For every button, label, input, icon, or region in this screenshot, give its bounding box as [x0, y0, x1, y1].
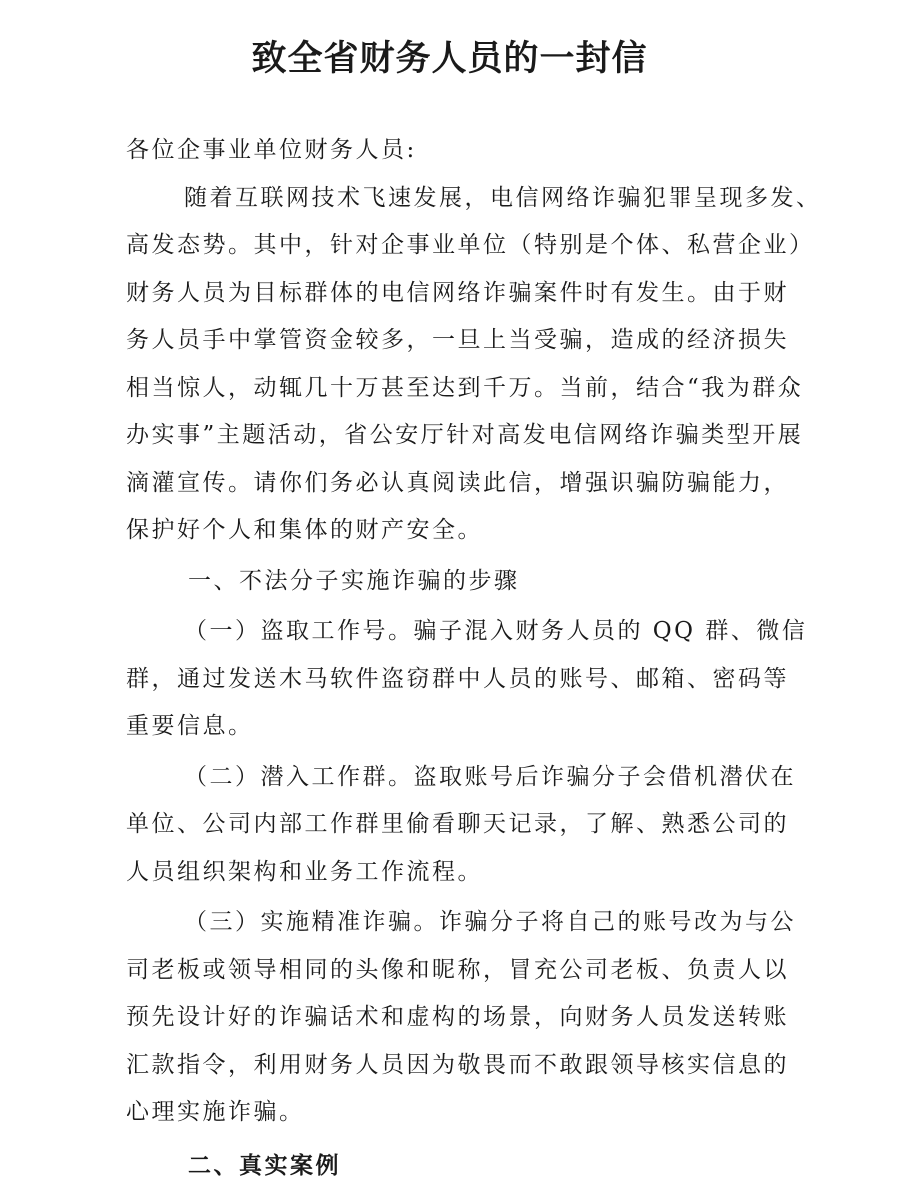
paragraph-line: 汇款指令，利用财务人员因为敬畏而不敢跟领导核实信息的 [126, 1042, 802, 1090]
section-heading: 二、真实案例 [126, 1143, 802, 1190]
section-heading: 一、不法分子实施诈骗的步骤 [126, 558, 802, 606]
paragraph-line: 财务人员为目标群体的电信网络诈骗案件时有发生。由于财 [126, 270, 802, 318]
paragraph-line: 保护好个人和集体的财产安全。 [126, 507, 802, 555]
paragraph-line: 办实事”主题活动，省公安厅针对高发电信网络诈骗类型开展 [126, 412, 802, 460]
paragraph-line: 高发态势。其中，针对企事业单位（特别是个体、私营企业） [126, 222, 802, 270]
paragraph-line: 相当惊人，动辄几十万甚至达到千万。当前，结合“我为群众 [126, 365, 802, 413]
paragraph-line: 司老板或领导相同的头像和昵称，冒充公司老板、负责人以 [126, 947, 802, 995]
paragraph-line: 重要信息。 [126, 703, 802, 751]
paragraph-line: 滴灌宣传。请你们务必认真阅读此信，增强识骗防骗能力， [126, 460, 802, 508]
paragraph-line: （三）实施精准诈骗。诈骗分子将自己的账号改为与公 [126, 899, 802, 947]
paragraph-line: 心理实施诈骗。 [126, 1089, 802, 1137]
document-body [126, 127, 802, 1190]
paragraph-line: 群，通过发送木马软件盗窃群中人员的账号、邮箱、密码等 [126, 656, 802, 704]
paragraph-line: 随着互联网技术飞速发展，电信网络诈骗犯罪呈现多发、 [126, 175, 802, 223]
paragraph-line: 人员组织架构和业务工作流程。 [126, 849, 802, 897]
paragraph-line: 务人员手中掌管资金较多，一旦上当受骗，造成的经济损失 [126, 317, 802, 365]
document-title: 致全省财务人员的一封信 [0, 36, 899, 82]
paragraph-line: （二）潜入工作群。盗取账号后诈骗分子会借机潜伏在 [126, 754, 802, 802]
paragraph-line: 预先设计好的诈骗话术和虚构的场景，向财务人员发送转账 [126, 994, 802, 1042]
paragraph-line: （一）盗取工作号。骗子混入财务人员的 QQ 群、微信 [126, 608, 802, 656]
salutation: 各位企事业单位财务人员: [126, 127, 802, 175]
paragraph-line: 单位、公司内部工作群里偷看聊天记录，了解、熟悉公司的 [126, 801, 802, 849]
